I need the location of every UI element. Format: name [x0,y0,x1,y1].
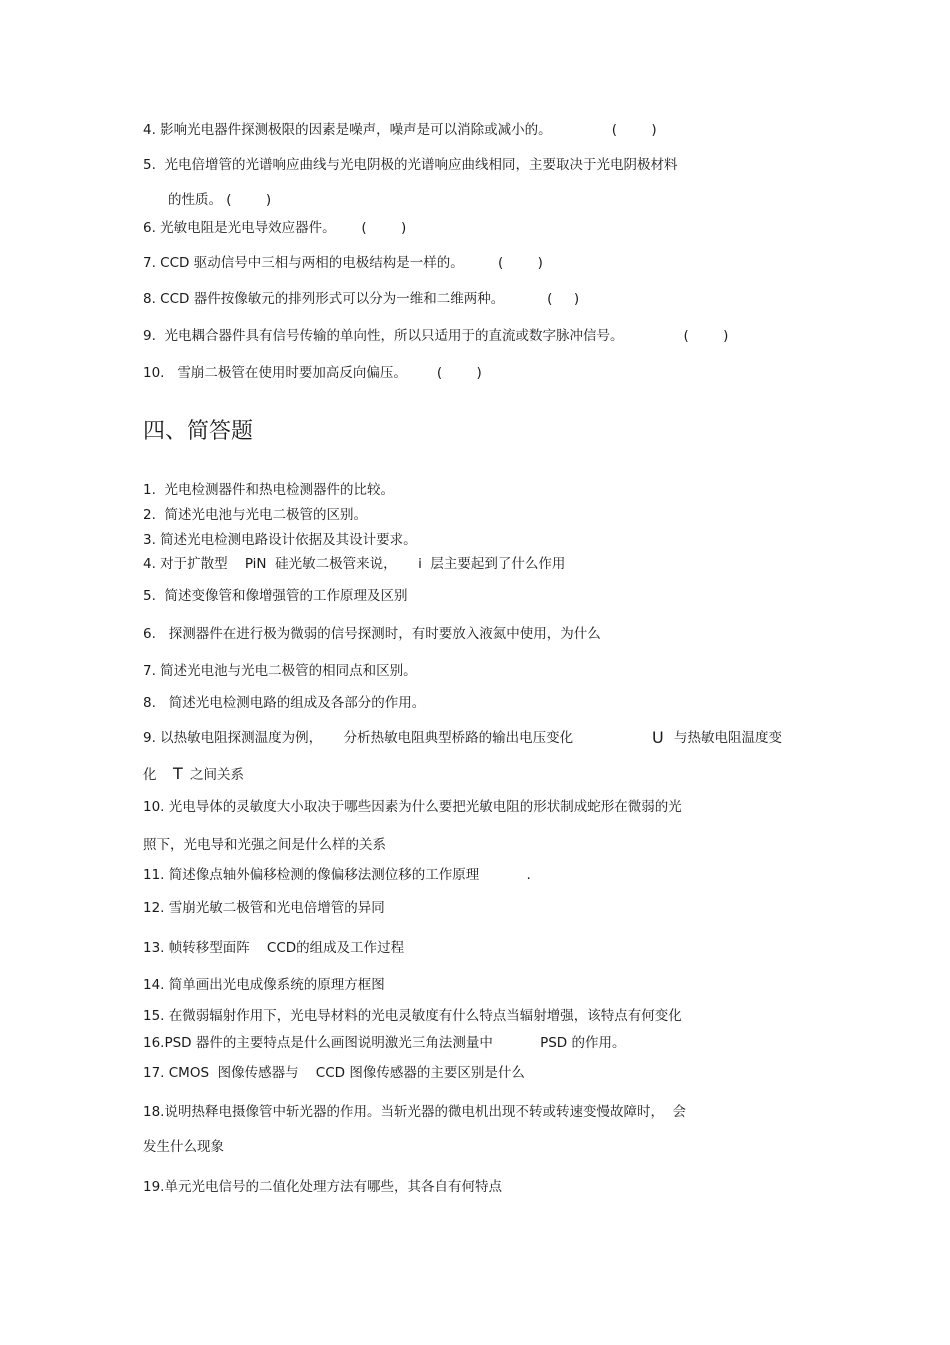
question-11: 11. 简述像点轴外偏移检测的像偏移法测位移的工作原理 . [143,867,531,883]
question-4: 4. 对于扩散型 PiN 硅光敏二极管来说， i 层主要起到了什么作用 [143,556,566,572]
judgement-item-7: 7. CCD 驱动信号中三相与两相的电极结构是一样的。 ( ) [143,255,543,271]
question-12: 12. 雪崩光敏二极管和光电倍增管的异同 [143,900,385,916]
judgement-item-9: 9. 光电耦合器件具有信号传输的单向性，所以只适用于的直流或数字脉冲信号。 ( ) [143,328,729,344]
question-9-symbol-t: T [173,764,183,783]
question-1: 1. 光电检测器件和热电检测器件的比较。 [143,482,394,498]
judgement-item-6: 6. 光敏电阻是光电导效应器件。 ( ) [143,220,407,236]
question-9-symbol-u: U [652,728,664,747]
question-8: 8. 简述光电检测电路的组成及各部分的作用。 [143,695,426,711]
question-15: 15. 在微弱辐射作用下，光电导材料的光电灵敏度有什么特点当辐射增强，该特点有何变化 [143,1008,682,1024]
question-9: 9. 以热敏电阻探测温度为例， 分析热敏电阻典型桥路的输出电压变化 [143,730,574,746]
section-title: 四、简答题 [143,419,254,444]
question-10-cont: 照下，光电导和光强之间是什么样的关系 [143,837,386,853]
judgement-item-5: 5. 光电倍增管的光谱响应曲线与光电阴极的光谱响应曲线相同，主要取决于光电阴极材料 [143,157,678,173]
judgement-item-10: 10. 雪崩二极管在使用时要加高反向偏压。 ( ) [143,365,482,381]
question-14: 14. 简单画出光电成像系统的原理方框图 [143,977,385,993]
question-16: 16.PSD 器件的主要特点是什么画图说明激光三角法测量中 PSD 的作用。 [143,1035,626,1051]
question-18-cont: 发生什么现象 [143,1139,224,1155]
question-13: 13. 帧转移型面阵 CCD的组成及工作过程 [143,940,405,956]
judgement-item-4: 4. 影响光电器件探测极限的因素是噪声，噪声是可以消除或减小的。 ( ) [143,122,657,138]
question-9-cont-tail: 之间关系 [190,767,244,783]
question-2: 2. 简述光电池与光电二极管的区别。 [143,507,367,523]
question-10: 10. 光电导体的灵敏度大小取决于哪些因素为什么要把光敏电阻的形状制成蛇形在微弱的光 [143,799,682,815]
judgement-item-5-cont: 的性质。 ( ) [168,192,272,208]
question-18: 18.说明热释电摄像管中斩光器的作用。当斩光器的微电机出现不转或转速变慢故障时， 会 [143,1104,687,1120]
question-9-cont: 化 [143,767,157,783]
question-17: 17. CMOS 图像传感器与 CCD 图像传感器的主要区别是什么 [143,1065,525,1081]
question-7: 7. 简述光电池与光电二极管的相同点和区别。 [143,663,417,679]
judgement-item-8: 8. CCD 器件按像敏元的排列形式可以分为一维和二维两种。 ( ) [143,291,580,307]
question-3: 3. 简述光电检测电路设计依据及其设计要求。 [143,532,417,548]
question-5: 5. 简述变像管和像增强管的工作原理及区别 [143,588,408,604]
question-19: 19.单元光电信号的二值化处理方法有哪些，其各自有何特点 [143,1179,502,1195]
question-6: 6. 探测器件在进行极为微弱的信号探测时，有时要放入液氮中使用，为什么 [143,626,601,642]
question-9-tail: 与热敏电阻温度变 [674,730,782,746]
